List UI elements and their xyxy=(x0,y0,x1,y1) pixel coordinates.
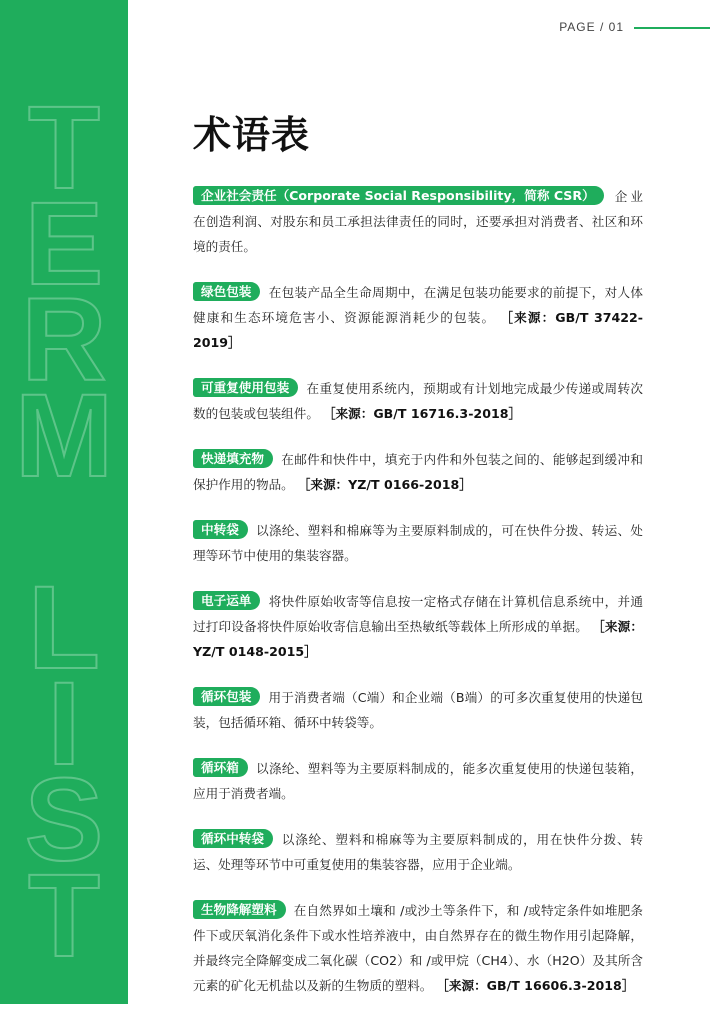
term-label-badge: 可重复使用包装 xyxy=(193,378,298,397)
term-source: ［来源：GB/T 37422-2019］ xyxy=(193,310,643,350)
term-entry xyxy=(193,280,643,355)
watermark-letter: E xyxy=(24,178,104,310)
term-entry xyxy=(193,827,643,877)
term-label-badge: 循环包装 xyxy=(193,687,260,706)
term-definition: 在自然界如土壤和 /或沙土等条件下，和 /或特定条件如堆肥条件下或厌氧消化条件下或水性培养液中，由自然界存在的微生物作用引起降解，并最终完全降解变成二氧化碳（CO2）和 /或甲烷（CH4）、水（H2O）及其所含元素的矿化无机盐以及新的生物质的塑料。 xyxy=(193,903,643,993)
term-entry xyxy=(193,376,643,426)
term-entry xyxy=(193,518,643,568)
term-definition: 将快件原始收寄等信息按一定格式存储在计算机信息系统中，并通过打印设备将快件原始收寄信息输出至热敏纸等载体上所形成的单据。 xyxy=(193,594,643,634)
watermark-letter: T xyxy=(27,850,101,982)
term-definition: 在邮件和快件中，填充于内件和外包装之间的、能够起到缓冲和保护作用的物品。 xyxy=(193,452,643,492)
watermark-letter: T xyxy=(27,82,101,214)
term-list-watermark xyxy=(0,82,128,982)
term-list xyxy=(193,184,643,1019)
term-definition: 以涤纶、塑料等为主要原料制成的，能多次重复使用的快递包装箱，应用于消费者端。 xyxy=(193,761,643,801)
term-entry xyxy=(193,589,643,664)
term-entry xyxy=(193,447,643,497)
term-label-badge: 生物降解塑料 xyxy=(193,900,286,919)
watermark-letter: L xyxy=(27,562,101,694)
term-label-badge: 中转袋 xyxy=(193,520,248,539)
term-definition: 用于消费者端（C端）和企业端（B端）的可多次重复使用的快递包装，包括循环箱、循环中转袋等。 xyxy=(193,690,643,730)
term-label-badge: 循环中转袋 xyxy=(193,829,273,848)
term-definition: 在包装产品全生命周期中，在满足包装功能要求的前提下，对人体健康和生态环境危害小、资源能源消耗少的包装。 xyxy=(193,285,643,325)
term-label-badge: 绿色包装 xyxy=(193,282,260,301)
term-label-badge: 电子运单 xyxy=(193,591,260,610)
term-entry xyxy=(193,756,643,806)
term-source: ［来源：GB/T 16716.3-2018］ xyxy=(322,406,522,421)
sidebar-decoration xyxy=(0,0,128,1004)
watermark-letter: I xyxy=(47,658,81,790)
term-definition: 企业在创造利润、对股东和员工承担法律责任的同时，还要承担对消费者、社区和环境的责任。 xyxy=(193,189,643,254)
term-label-badge: 企业社会责任（Corporate Social Responsibility，简称 CSR） xyxy=(193,186,604,205)
term-entry xyxy=(193,898,643,998)
page-number: PAGE / 01 xyxy=(559,20,624,34)
watermark-letter: M xyxy=(14,370,114,502)
watermark-letter: R xyxy=(21,274,107,406)
term-definition: 以涤纶、塑料和棉麻等为主要原料制成的，用在快件分拨、转运、处理等环节中可重复使用的集装容器，应用于企业端。 xyxy=(193,832,643,872)
header-rule xyxy=(634,27,710,29)
term-label-badge: 循环箱 xyxy=(193,758,248,777)
term-definition: 以涤纶、塑料和棉麻等为主要原料制成的，可在快件分拨、转运、处理等环节中使用的集装容器。 xyxy=(193,523,643,563)
term-source: ［来源：GB/T 16606.3-2018］ xyxy=(436,978,635,993)
term-source: ［来源：YZ/T 0148-2015］ xyxy=(193,619,643,659)
term-entry xyxy=(193,685,643,735)
term-definition: 在重复使用系统内，预期或有计划地完成最少传递或周转次数的包装或包装组件。 xyxy=(193,381,643,421)
term-source: ［来源：YZ/T 0166-2018］ xyxy=(297,477,472,492)
term-entry xyxy=(193,184,643,259)
page-title: 术语表 xyxy=(193,113,311,157)
watermark-letter: S xyxy=(24,754,104,886)
term-label-badge: 快递填充物 xyxy=(193,449,273,468)
